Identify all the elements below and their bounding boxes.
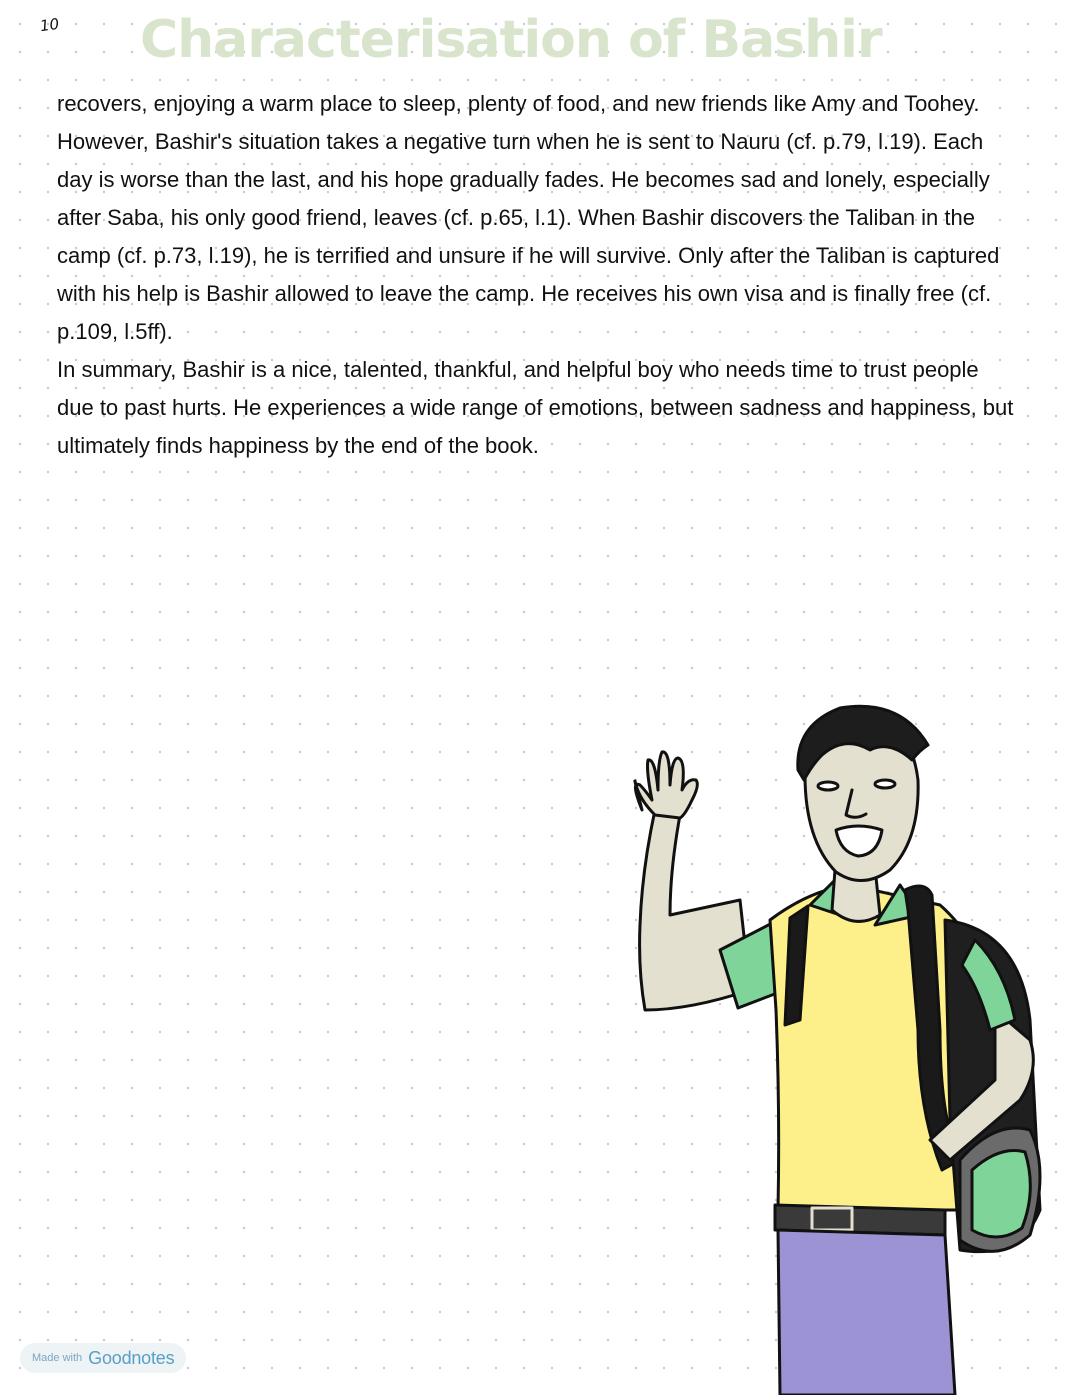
body-text bbox=[57, 85, 1017, 465]
bashir-illustration bbox=[600, 690, 1080, 1395]
left-eye bbox=[818, 782, 838, 790]
waving-hand bbox=[635, 752, 697, 818]
goodnotes-badge[interactable] bbox=[20, 1343, 186, 1373]
pants bbox=[778, 1230, 955, 1395]
paragraph: However, Bashir's situation takes a negative turn when he is sent to Nauru (cf. p.79, l.19). Each day is worse than the last, and his hope gradually fades. He becomes sad and lonely, especially after Saba, his only good friend, leaves (cf. p.65, l.1). When Bashir discovers the Taliban in the camp (cf. p.73, l.19), he is terrified and unsure if he will survive. Only after the Taliban is captured with his help is Bashir allowed to leave the camp. He receives his own visa and is finally free (cf. p.109, l.5ff). bbox=[57, 129, 1000, 344]
page-number: 10 bbox=[38, 14, 61, 36]
paragraph: In summary, Bashir is a nice, talented, thankful, and helpful boy who needs time to trust people due to past hurts. He experiences a wide range of emotions, between sadness and happiness, but ultimately finds happiness by the end of the book. bbox=[57, 357, 1014, 458]
right-eye bbox=[875, 780, 895, 788]
page-title: Characterisation of Bashir bbox=[140, 10, 882, 70]
badge-prefix: Made with bbox=[32, 1352, 83, 1364]
backpack-pocket-inner bbox=[972, 1150, 1030, 1237]
goodnotes-logo: Goodnotes bbox=[88, 1347, 175, 1368]
paragraph: recovers, enjoying a warm place to sleep, plenty of food, and new friends like Amy and Toohey. bbox=[57, 91, 980, 116]
